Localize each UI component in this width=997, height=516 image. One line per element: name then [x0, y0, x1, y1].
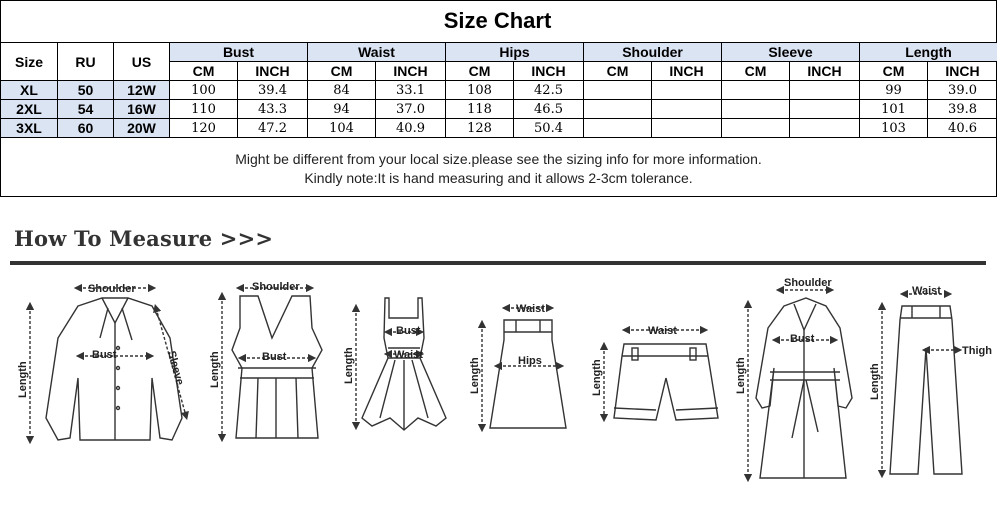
cell-bust-inch: 39.4 — [238, 81, 308, 100]
size-table — [0, 42, 997, 138]
cell-length-inch: 39.8 — [928, 100, 997, 119]
cell-length-cm: 101 — [860, 100, 928, 119]
cell-sleeve-cm — [722, 100, 790, 119]
cell-shoulder-inch — [652, 100, 722, 119]
label-waist: Waist — [394, 349, 423, 361]
cell-sleeve-inch — [790, 100, 860, 119]
section-divider — [10, 261, 986, 265]
cell-shoulder-inch — [652, 119, 722, 138]
cell-hips-inch: 50.4 — [514, 119, 584, 138]
header-ru: RU — [58, 43, 114, 81]
table-row — [1, 81, 997, 100]
cell-sleeve-inch — [790, 81, 860, 100]
label-waist: Waist — [648, 325, 677, 337]
cell-waist-cm: 104 — [308, 119, 376, 138]
cell-shoulder-inch — [652, 81, 722, 100]
cell-waist-inch: 33.1 — [376, 81, 446, 100]
unit-cm: CM — [584, 62, 652, 81]
label-length: Length — [343, 347, 355, 384]
label-bust: Bust — [396, 325, 421, 337]
cell-size: 3XL — [1, 119, 58, 138]
label-length: Length — [591, 359, 603, 396]
blouse-figure — [30, 288, 186, 440]
header-length: Length — [860, 43, 997, 62]
table-row — [1, 119, 997, 138]
cell-size: XL — [1, 81, 58, 100]
cell-shoulder-cm — [584, 119, 652, 138]
cell-us: 20W — [114, 119, 170, 138]
cell-shoulder-cm — [584, 100, 652, 119]
unit-cm: CM — [170, 62, 238, 81]
label-shoulder: Shoulder — [784, 277, 832, 289]
cell-waist-inch: 37.0 — [376, 100, 446, 119]
label-sleeve: Sleeve — [165, 349, 186, 387]
label-hips: Hips — [518, 355, 542, 367]
cell-ru: 60 — [58, 119, 114, 138]
shorts-figure — [604, 330, 718, 420]
unit-cm: CM — [446, 62, 514, 81]
unit-cm: CM — [860, 62, 928, 81]
cell-size: 2XL — [1, 100, 58, 119]
coat-figure — [748, 290, 852, 478]
cell-sleeve-cm — [722, 81, 790, 100]
cell-hips-cm: 108 — [446, 81, 514, 100]
label-length: Length — [17, 361, 29, 398]
unit-inch: INCH — [652, 62, 722, 81]
dress-figure — [356, 298, 446, 430]
unit-inch: INCH — [376, 62, 446, 81]
cell-waist-cm: 94 — [308, 100, 376, 119]
label-thigh: Thigh — [962, 345, 992, 357]
label-length: Length — [735, 357, 747, 394]
cell-bust-cm: 100 — [170, 81, 238, 100]
note-line-1: Might be different from your local size.please see the sizing info for more information. — [235, 151, 762, 167]
label-shoulder: Shoulder — [88, 283, 136, 295]
label-bust: Bust — [92, 349, 117, 361]
cell-hips-cm: 128 — [446, 119, 514, 138]
header-bust: Bust — [170, 43, 308, 62]
cell-waist-inch: 40.9 — [376, 119, 446, 138]
label-shoulder: Shoulder — [252, 281, 300, 293]
cell-sleeve-cm — [722, 119, 790, 138]
label-waist: Waist — [912, 285, 941, 297]
label-waist: Waist — [516, 303, 545, 315]
unit-inch: INCH — [790, 62, 860, 81]
cell-sleeve-inch — [790, 119, 860, 138]
cell-length-inch: 39.0 — [928, 81, 997, 100]
cell-length-cm: 103 — [860, 119, 928, 138]
table-row — [1, 100, 997, 119]
header-size: Size — [1, 43, 58, 81]
cell-waist-cm: 84 — [308, 81, 376, 100]
tank-top-figure — [222, 288, 322, 438]
unit-cm: CM — [722, 62, 790, 81]
label-length: Length — [869, 363, 881, 400]
label-bust: Bust — [262, 351, 287, 363]
note-line-2: Kindly note:It is hand measuring and it allows 2-3cm tolerance. — [304, 170, 693, 186]
header-row-groups — [1, 43, 997, 62]
label-bust: Bust — [790, 333, 815, 345]
cell-hips-inch: 42.5 — [514, 81, 584, 100]
cell-bust-inch: 43.3 — [238, 100, 308, 119]
cell-us: 16W — [114, 100, 170, 119]
label-length: Length — [469, 357, 481, 394]
unit-cm: CM — [308, 62, 376, 81]
size-notes — [0, 150, 997, 188]
skirt-figure — [482, 308, 566, 428]
cell-length-cm: 99 — [860, 81, 928, 100]
cell-ru: 50 — [58, 81, 114, 100]
page-title: Size Chart — [443, 8, 552, 33]
header-sleeve: Sleeve — [722, 43, 860, 62]
cell-hips-inch: 46.5 — [514, 100, 584, 119]
cell-bust-inch: 47.2 — [238, 119, 308, 138]
cell-bust-cm: 120 — [170, 119, 238, 138]
cell-shoulder-cm — [584, 81, 652, 100]
cell-length-inch: 40.6 — [928, 119, 997, 138]
header-waist: Waist — [308, 43, 446, 62]
unit-inch: INCH — [928, 62, 997, 81]
cell-hips-cm: 118 — [446, 100, 514, 119]
header-shoulder: Shoulder — [584, 43, 722, 62]
unit-inch: INCH — [514, 62, 584, 81]
how-to-measure-heading: How To Measure >>> — [14, 226, 274, 251]
label-length: Length — [209, 351, 221, 388]
trousers-figure — [882, 294, 962, 474]
cell-us: 12W — [114, 81, 170, 100]
header-hips: Hips — [446, 43, 584, 62]
measure-illustrations — [0, 268, 997, 508]
cell-bust-cm: 110 — [170, 100, 238, 119]
header-us: US — [114, 43, 170, 81]
cell-ru: 54 — [58, 100, 114, 119]
unit-inch: INCH — [238, 62, 308, 81]
